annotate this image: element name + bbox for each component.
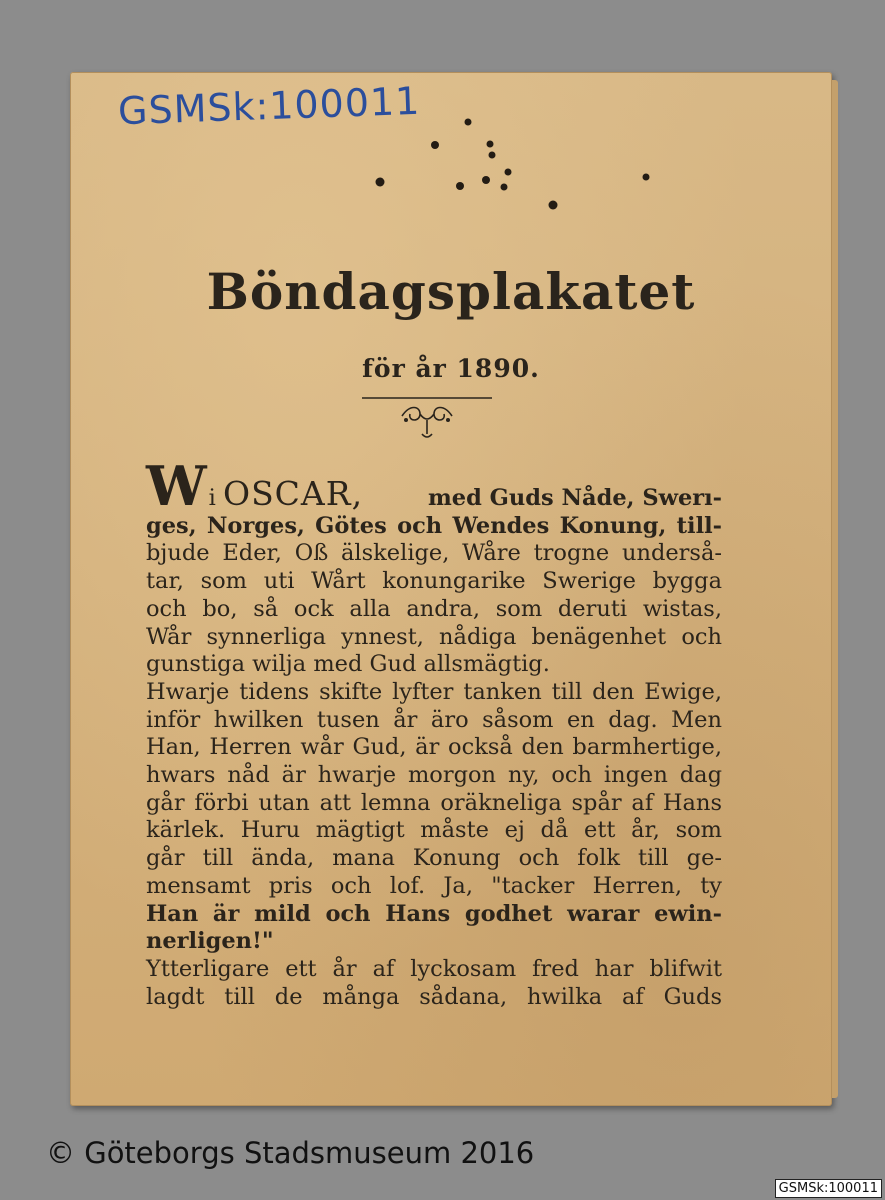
- page-edge: [832, 80, 838, 1098]
- text-line: Han är mild och Hans godhet warar ewin-: [146, 900, 722, 927]
- text-line: ges, Norges, Götes och Wendes Konung, till-: [146, 512, 722, 539]
- text-line: hwars nåd är hwarje morgon ny, och ingen dag: [146, 762, 722, 789]
- dropcap: W: [146, 454, 207, 518]
- document-title: Böndagsplakatet: [206, 262, 696, 321]
- opening-line: [146, 454, 722, 518]
- text-line: nerligen!": [146, 928, 274, 955]
- text-line: kärlek. Huru mägtigt måste ej då ett år, som: [146, 817, 722, 844]
- text-line: och bo, så ock alla andra, som deruti wistas,: [146, 595, 722, 622]
- text-line: går till ända, mana Konung och folk till ge-: [146, 845, 722, 872]
- proclamation-text: [146, 454, 722, 1011]
- text-line: Hwarje tidens skifte lyfter tanken till den Ewige,: [146, 678, 722, 705]
- text-line: mensamt pris och lof. Ja, "tacker Herren, ty: [146, 872, 722, 899]
- text-line: Wår synnerliga ynnest, nådiga benägenhet och: [146, 623, 722, 650]
- text-line: Ytterligare ett år af lyckosam fred har blifwit: [146, 955, 722, 982]
- king-name: OSCAR,: [223, 474, 364, 513]
- ornament-divider: [362, 394, 492, 444]
- opening-tail: med Guds Nåde, Swerı-: [427, 485, 722, 511]
- text-line: lagdt till de många sådana, hwilka af Guds: [146, 983, 722, 1010]
- catalog-badge: GSMSk:100011: [775, 1179, 882, 1198]
- accession-mark: GSMSk:100011: [117, 78, 422, 134]
- text-line: inför hwilken tusen år äro såsom en dag. Men: [146, 706, 722, 733]
- ink-dots: [70, 72, 832, 272]
- text-line: bjude Eder, Oß älskelige, Wåre trogne underså-: [146, 540, 722, 567]
- text-line: gunstiga wilja med Gud allsmägtig.: [146, 651, 550, 678]
- document-subtitle: för år 1890.: [362, 354, 540, 383]
- copyright-notice: © Göteborgs Stadsmuseum 2016: [46, 1136, 535, 1170]
- text-line: tar, som uti Wårt konungarike Swerige bygga: [146, 568, 722, 595]
- document-page: [70, 72, 832, 1106]
- opening-rest: i: [208, 485, 216, 511]
- text-line: går förbi utan att lemna oräkneliga spår af Hans: [146, 789, 722, 816]
- text-line: Han, Herren wår Gud, är också den barmhertige,: [146, 734, 722, 761]
